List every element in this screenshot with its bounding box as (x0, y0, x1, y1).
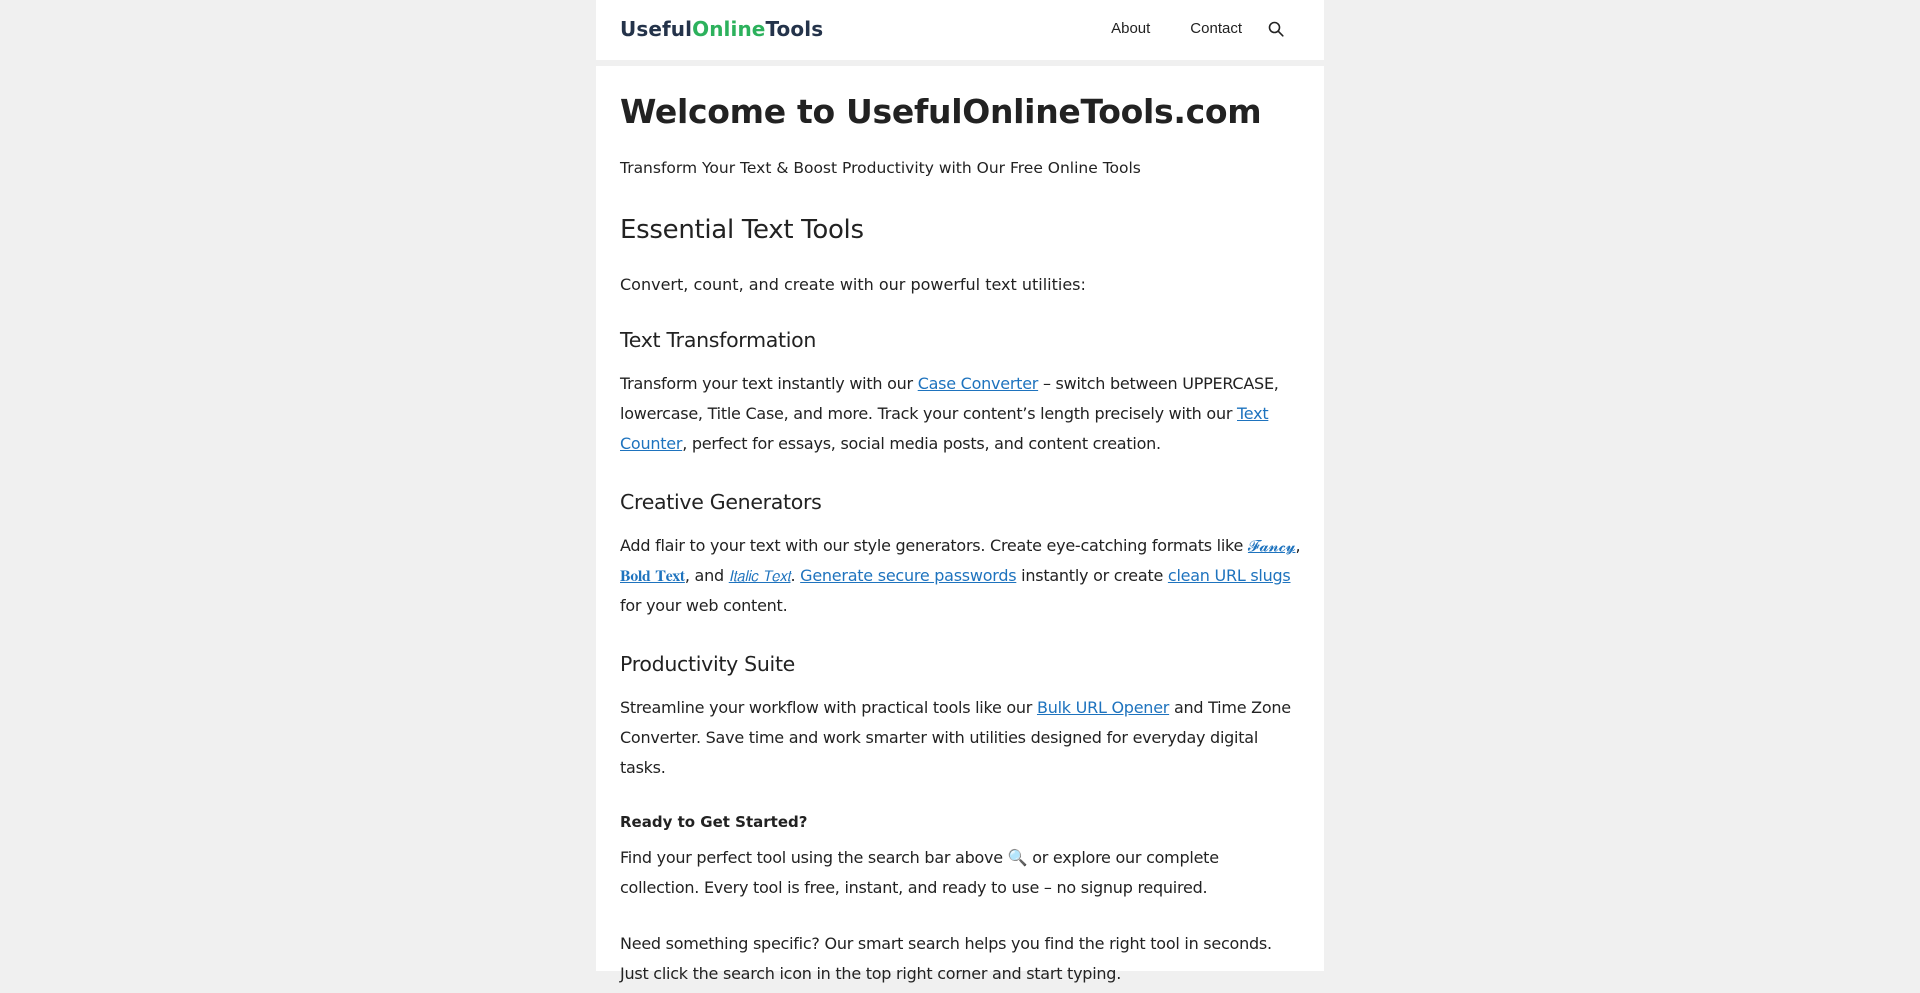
main-nav (1071, 19, 1284, 39)
nav-contact-link[interactable]: Contact (1190, 20, 1242, 37)
heading-ready-to-get-started: Ready to Get Started? (620, 813, 808, 831)
logo-part-tools: Tools (765, 17, 824, 41)
heading-creative-generators: Creative Generators (620, 490, 822, 514)
text: Streamline your workflow with practical tools like our (620, 698, 1037, 717)
get-started-paragraph: Find your perfect tool using the search bar above 🔍 or explore our complete collection. Every tool is free, instant, and ready to use – no signup required. (620, 848, 1219, 897)
text-counter-link[interactable]: Text Counter (620, 404, 1269, 453)
logo-part-online: Online (692, 17, 766, 41)
heading-productivity-suite: Productivity Suite (620, 652, 795, 676)
tagline: Transform Your Text & Boost Productivity with Our Free Online Tools (620, 159, 1141, 177)
productivity-suite-paragraph (620, 693, 1302, 783)
site-header (596, 0, 1324, 60)
search-icon-graphic (1268, 21, 1284, 37)
italic-text-link[interactable]: 𝘐𝘵𝘢𝘭𝘪𝘤 𝘛𝘦𝘹𝘵 (728, 566, 791, 585)
site-logo[interactable] (620, 17, 823, 41)
text: , (1295, 536, 1301, 555)
search-icon[interactable] (1268, 21, 1284, 37)
text: , perfect for essays, social media posts, and content creation. (682, 434, 1161, 453)
text: and Time Zone Converter. Save time and work smarter with utilities designed for everyday digital tasks. (620, 698, 1291, 777)
section-title-essential-text-tools: Essential Text Tools (620, 215, 864, 245)
section-intro: Convert, count, and create with our powerful text utilities: (620, 275, 1086, 294)
text: , and (684, 566, 729, 585)
smart-search-paragraph: Need something specific? Our smart search helps you find the right tool in seconds. Just click the search icon in the top right corner and start typing. (620, 934, 1272, 983)
main-content (596, 66, 1324, 983)
text: Transform your text instantly with our (620, 374, 918, 393)
text: – switch between UPPERCASE, lowercase, Title Case, and more. Track your content’s length precisely with our (620, 374, 1279, 423)
heading-text-transformation: Text Transformation (620, 328, 817, 352)
text: . (790, 566, 801, 585)
page-title: Welcome to UsefulOnlineTools.com (620, 92, 1262, 131)
text: instantly or create (1016, 566, 1168, 585)
fancy-text-link[interactable]: 𝓕𝓪𝓷𝓬𝔂 (1247, 536, 1296, 555)
text: for your web content. (620, 596, 788, 615)
logo-part-useful: Useful (620, 17, 693, 41)
bold-text-link[interactable]: 𝐁𝐨𝐥𝐝 𝐓𝐞𝐱𝐭 (620, 566, 685, 585)
text-transformation-paragraph (620, 369, 1302, 459)
password-generator-link[interactable]: Generate secure passwords (800, 566, 1017, 585)
page (596, 0, 1324, 983)
nav-about-link[interactable]: About (1111, 20, 1151, 37)
bulk-url-opener-link[interactable]: Bulk URL Opener (1036, 698, 1170, 717)
text: Add flair to your text with our style generators. Create eye-catching formats like (620, 536, 1248, 555)
url-slug-link[interactable]: clean URL slugs (1167, 566, 1291, 585)
creative-generators-paragraph (620, 531, 1302, 621)
case-converter-link[interactable]: Case Converter (917, 374, 1039, 393)
